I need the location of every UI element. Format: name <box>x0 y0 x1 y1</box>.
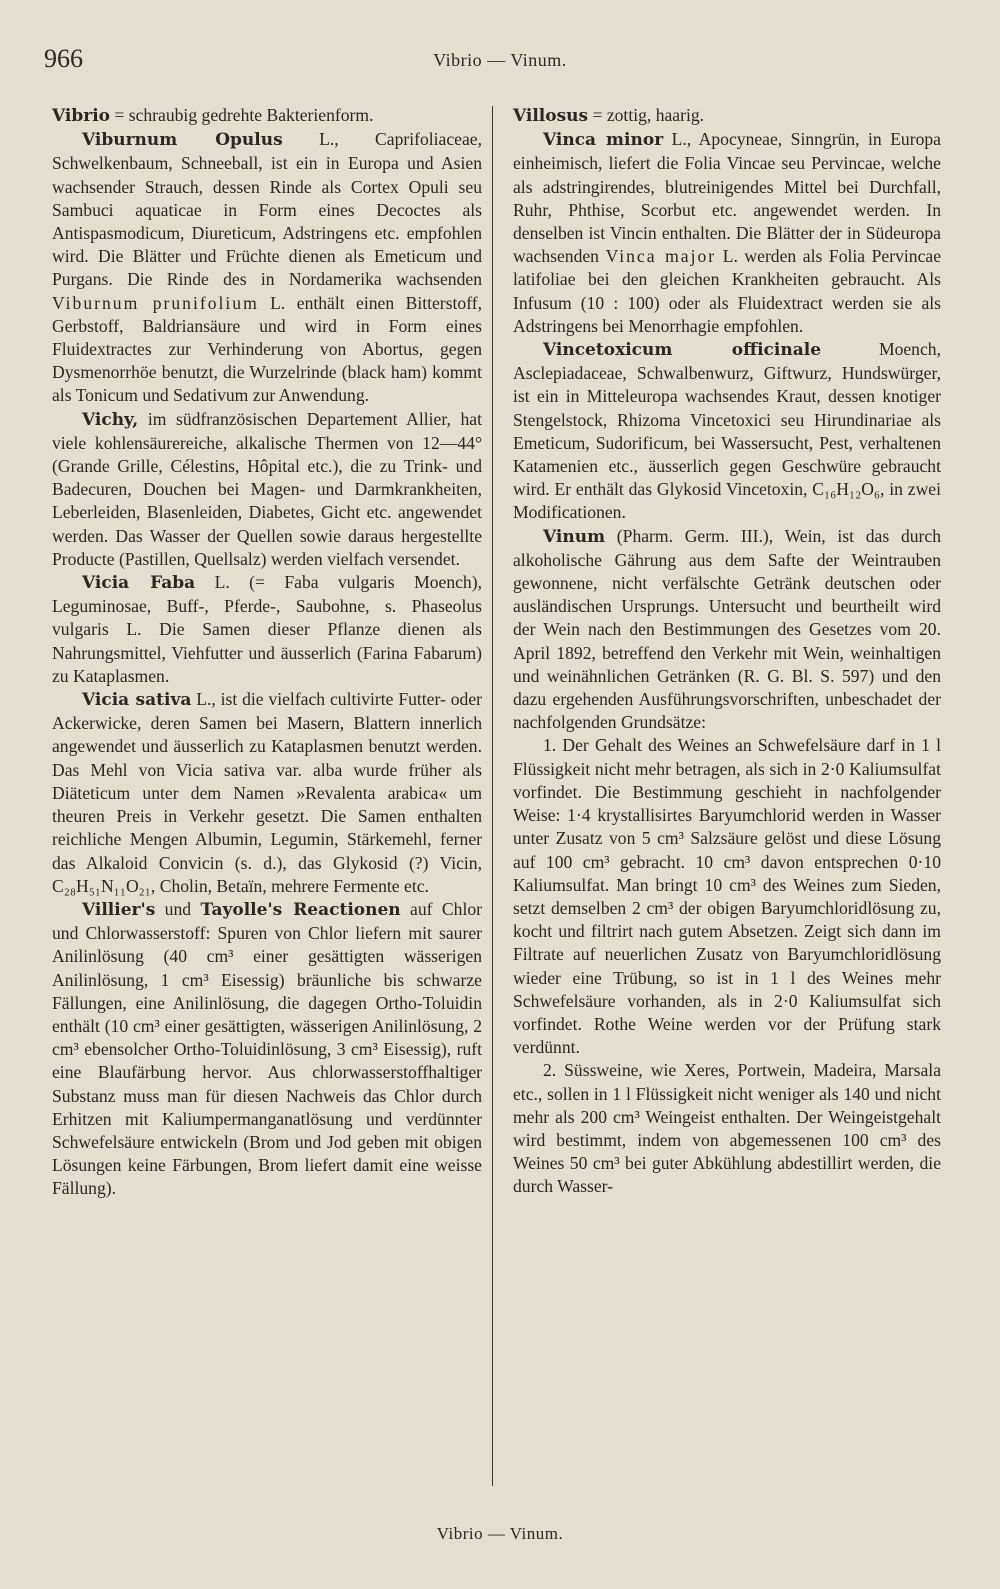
entry-text: L. enthält einen Bitterstoff, Gerbstoff, Baldriansäure und wird in Form eines Fluidextractes zur Verhinderung von Abortus, gegen Dysmenorrhöe benutzt, die Wurzelrinde (black ham) kommt als Tonicum und Sedativum zur Anwendung. <box>52 292 482 406</box>
entry-text: = schraubig gedrehte Bakterienform. <box>110 105 374 125</box>
entry-vincetoxicum <box>513 338 941 525</box>
entry-text: = zottig, haarig. <box>588 105 705 125</box>
page-number: 966 <box>44 44 83 73</box>
entry-headword: Viburnum Opulus <box>82 130 283 151</box>
entry-vinca-minor <box>513 128 941 338</box>
entry-vinum <box>513 525 941 735</box>
entry-text: L., Caprifoliaceae, Schwelkenbaum, Schneeball, ist ein in Europa und Asien wachsender Strauch, dessen Rinde als Cortex Opuli seu Sambuci aquaticae in Form eines Decoctes als Antispasmodicum, Diureticum, Adstringens etc. empfohlen wird. Die Blätter und Früchte dienen als Emeticum und Purgans. Die Rinde des in Nordamerika wachsenden <box>52 129 483 290</box>
spaced-term: Viburnum prunifolium <box>52 292 259 313</box>
entry-text: L., Apocyneae, Sinngrün, in Europa einheimisch, liefert die Folia Vincae seu Pervincae, welche als adstringirendes, blutreinigendes Mittel bei Durchfall, Ruhr, Phthise, Scorbut etc. angewendet werden. In denselben ist Vincin enthalten. Die Blätter der in Südeuropa wachsenden <box>513 129 941 267</box>
entry-vichy <box>52 408 482 571</box>
vinum-paragraph-2: 2. Süssweine, wie Xeres, Portwein, Madeira, Marsala etc., sollen in 1 l Flüssigkeit nicht weniger als 140 und nicht mehr als 200 cm³ Weingeist enthalten. Der Weingeistgehalt wird bestimmt, indem von abgemessenen 100 cm³ des Weines 50 cm³ bei guter Abkühlung abdestillirt werden, die durch Wasser- <box>513 1060 941 1197</box>
entry-headword: Villosus <box>513 106 589 126</box>
entry-text: Moench, Asclepiadaceae, Schwalbenwurz, Giftwurz, Hundswürger, ist ein in Mitteleuropa wachsendes Kraut, dessen knotiger Stengelstock, Rhizoma Vincetoxici seu Hirundinariae als Emeticum, Sudorificum, bei Wassersucht, Pest, verhaltenen Katamenien etc., äusserlich gegen Geschwüre gebraucht wird. Er enthält das Glykosid Vincetoxin, C₁₆H₁₂O₆, in zwei Modificationen. <box>513 339 941 523</box>
entry-vicia-sativa <box>52 688 482 898</box>
right-column <box>513 104 941 1199</box>
entry-headword: Villier's <box>82 899 156 920</box>
entry-text: (Pharm. Germ. III.), Wein, ist das durch alkoholische Gährung aus dem Safte der Weintrauben gewonnene, nicht verfälschte Getränk deutschen oder ausländischen Ursprungs. Untersucht und beurtheilt wird der Wein nach den Bestimmungen des Gesetzes vom 20. April 1892, betreffend den Verkehr mit Wein, weinhaltigen und weinähnlichen Getränken (R. G. Bl. S. 597) und den dazu ergehenden Ausführungsvorschriften, unbeschadet der nachfolgenden Grundsätze: <box>513 525 941 733</box>
entry-text: auf Chlor und Chlorwasserstoff: Spuren von Chlor liefern mit saurer Anilinlösung (40 cm³ einer gesättigten wässerigen Anilinlösung, 1 cm³ Eisessig) bräunliche bis schwarze Fällungen, eine Anilinlösung, die dagegen Ortho-Toluidin enthält (10 cm³ einer gesättigten, wässerigen Anilinlösung, 2 cm³ ebensolcher Ortho-Toluidinlösung, 3 cm³ Eisessig), ruft eine Blaufärbung hervor. Aus chlorwasserstoffhaltiger Substanz muss man für diesen Nachweis das Chlor durch Erhitzen mit Kaliumpermanganatlösung und verdünnter Schwefelsäure entwickeln (Brom und Jod geben mit obigen Lösungen keine Färbungen, Brom liefert damit eine weisse Fällung). <box>52 898 482 1199</box>
entry-headword: Vicia sativa <box>82 690 192 711</box>
entry-headword: Tayolle's Reactionen <box>200 899 401 920</box>
entry-headword: Vinum <box>543 526 606 547</box>
entry-headword: Vibrio <box>52 106 110 126</box>
entry-text: L. werden als Folia Pervincae latifoliae bei den gleichen Krankheiten gebraucht. Als Infusum (10 : 100) oder als Fluidextract werden sie als Adstringens bei Menorrhagie empfohlen. <box>513 246 942 336</box>
entry-vibrio <box>52 104 482 128</box>
spaced-term: Vinca major <box>605 246 717 267</box>
entry-text: L. (= Faba vulgaris Moench), Leguminosae, Buff-, Pferde-, Saubohne, s. Phaseolus vulgaris L. Die Samen dieser Pflanze dienen als Nahrungsmittel, Viehfutter und äusserlich (Farina Fabarum) zu Kataplasmen. <box>52 572 482 686</box>
entry-text: und <box>155 898 201 919</box>
entry-text: im südfranzösischen Departement Allier, hat viele kohlensäurereiche, alkalische Thermen von 12—44° (Grande Grille, Célestins, Hôpital etc.), die zu Trink- und Badecuren, Douchen bei Magen- und Darmkrankheiten, Leberleiden, Blasenleiden, Diabetes, Gicht etc. angewendet werden. Das Wasser der Quellen sowie daraus hergestellte Producte (Pastillen, Quellsalz) werden vielfach versendet. <box>52 408 482 569</box>
entry-vicia-faba <box>52 571 482 688</box>
entry-headword: Vicia Faba <box>82 573 196 594</box>
entry-headword: Vinca minor <box>543 130 664 151</box>
left-column <box>52 104 482 1201</box>
vinum-paragraph-1: 1. Der Gehalt des Weines an Schwefelsäure darf in 1 l Flüssigkeit nicht mehr betragen, als sich in 2·0 Kaliumsulfat vorfindet. Die Bestimmung geschieht in nachfolgender Weise: 1·4 krystallisirtes Baryumchlorid werden in Wasser unter Zusatz von 5 cm³ Salzsäure gelöst und diese Lösung auf 100 cm³ gebracht. 10 cm³ davon entsprechen 0·10 Kaliumsulfat. Man bringt 10 cm³ des Weines zum Sieden, setzt demselben 2 cm³ der obigen Baryumchloridlösung zu, kocht und filtrirt nach gutem Absetzen. Zeigt sich dann im Filtrate auf neuerlichen Zusatz von Baryumchloridlösung wieder eine Trübung, so ist in 1 l des Weines mehr Schwefelsäure vorhanden, als in 2·0 Kaliumsulfat sich vorfindet. Rothe Weine werden vor der Prüfung stark verdünnt. <box>513 735 941 1058</box>
entry-villosus <box>513 104 941 128</box>
page-footer: Vibrio — Vinum. <box>436 1524 564 1543</box>
entry-headword: Vichy, <box>82 409 139 430</box>
entry-villier-reactionen <box>52 898 482 1201</box>
running-head: Vibrio — Vinum. <box>433 50 567 70</box>
entry-text: L., ist die vielfach cultivirte Futter- oder Ackerwicke, deren Samen bei Masern, Blattern innerlich angewendet und äusserlich zu Kataplasmen benutzt werden. Das Mehl von Vicia sativa var. alba wurde früher als Diäteticum unter dem Namen »Revalenta arabica« um theuren Preis in Verkehr gesetzt. Die Samen enthalten reichliche Mengen Albumin, Legumin, Stärkemehl, ferner das Alkaloid Convicin (s. d.), das Glykosid (?) Vicin, C₂₈H₅₁N₁₁O₂₁, Cholin, Betaïn, mehrere Fermente etc. <box>52 689 482 896</box>
entry-headword: Vincetoxicum officinale <box>543 340 822 361</box>
column-divider <box>492 106 493 1486</box>
entry-viburnum <box>52 128 482 407</box>
